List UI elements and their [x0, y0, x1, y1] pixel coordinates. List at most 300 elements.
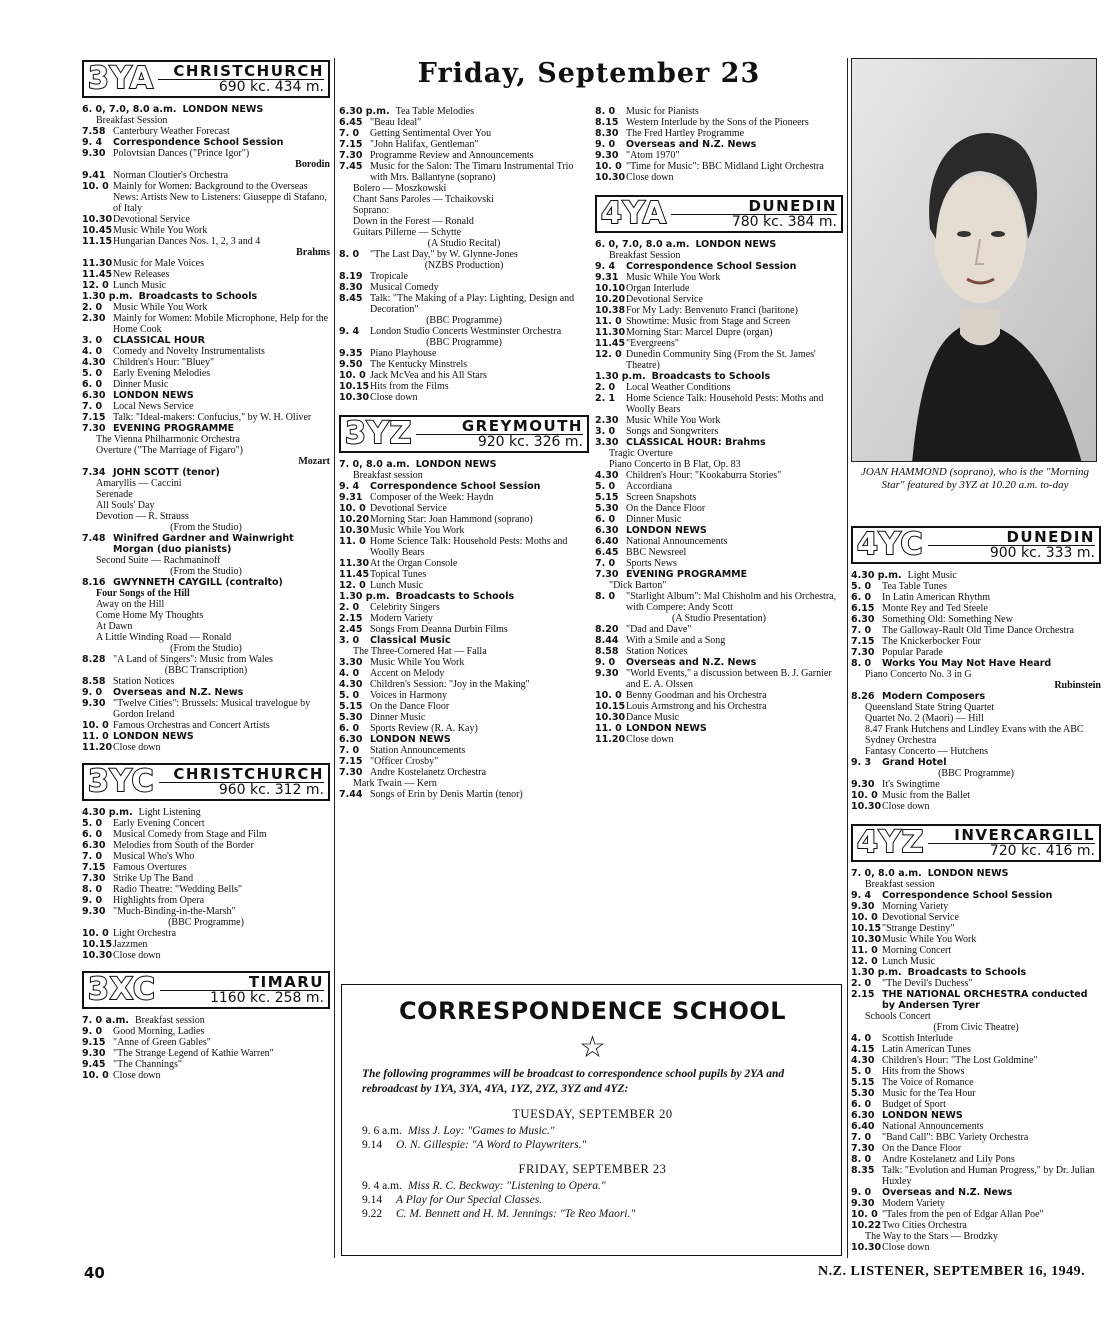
program-title: Broadcasts to Schools	[651, 371, 771, 382]
program-time: 12. 0	[339, 580, 366, 591]
program-time: 9. 0	[851, 1187, 872, 1198]
program-entry	[851, 603, 1101, 614]
program-entry	[82, 291, 330, 302]
program-time: 2. 1	[595, 393, 616, 404]
program-title: "Time for Music": BBC Midland Light Orchestra	[626, 161, 824, 172]
program-entry	[851, 868, 1101, 879]
program-entry	[851, 691, 1101, 702]
program-time: 3. 0	[82, 335, 103, 346]
program-title: Louis Armstrong and his Orchestra	[626, 701, 767, 712]
program-subline: Soprano:	[353, 205, 390, 216]
program-subline: "Dick Barton"	[609, 580, 667, 591]
program-title: In Latin American Rhythm	[882, 592, 991, 603]
publication-footer: N.Z. LISTENER, SEPTEMBER 16, 1949.	[818, 1264, 1086, 1279]
program-entry	[851, 967, 1101, 978]
portrait-photo	[851, 58, 1097, 462]
program-time: 11. 0	[339, 536, 366, 547]
program-time: 9.30	[82, 698, 106, 709]
program-title: Dinner Music	[370, 712, 426, 723]
program-entry	[595, 470, 843, 481]
program-time: 10.30	[339, 392, 370, 403]
schedule-time: 9.14	[362, 1139, 383, 1151]
program-list-3yc-evening	[595, 106, 843, 183]
program-entry	[595, 481, 843, 492]
program-time: 4. 0	[339, 668, 360, 679]
program-entry	[339, 701, 589, 712]
program-time: 11.45	[82, 269, 113, 280]
program-time: 10. 0	[595, 690, 622, 701]
program-title: "A Land of Singers": Music from Wales	[113, 654, 273, 665]
program-entry	[851, 1088, 1101, 1099]
program-subline: Second Suite — Rachmaninoff	[96, 555, 221, 566]
program-title: Early Evening Melodies	[113, 368, 211, 379]
program-title: CLASSICAL HOUR	[113, 335, 205, 346]
program-subline: Come Home My Thoughts	[96, 610, 204, 621]
program-entry	[82, 884, 330, 895]
program-title: Close down	[626, 734, 674, 745]
program-entry	[595, 239, 843, 250]
page-number: 40	[84, 1264, 105, 1282]
program-entry	[82, 840, 330, 851]
program-time: 8.20	[595, 624, 619, 635]
program-time: 7. 0, 8.0 a.m.	[851, 868, 922, 879]
program-subline: Breakfast session	[865, 879, 935, 890]
program-time: 6. 0	[595, 514, 616, 525]
station-frequency: 690 kc. 434 m.	[158, 79, 324, 95]
photo-caption: JOAN HAMMOND (soprano), who is the "Morning Star" featured by 3YZ at 10.20 a.m. to-day	[861, 466, 1089, 491]
station-call-sign: 3YC	[88, 764, 155, 799]
program-title: Dunedin Community Sing (From the St. James' Theatre)	[626, 349, 816, 371]
program-title: Tropicale	[370, 271, 408, 282]
column-rule	[847, 58, 848, 1258]
schedule-time: 9. 4 a.m.	[362, 1180, 402, 1192]
program-list-3ya	[82, 104, 330, 753]
program-subline: Down in the Forest — Ronald	[353, 216, 474, 227]
program-time: 4.30 p.m.	[851, 570, 902, 581]
program-time: 8. 0	[851, 1154, 872, 1165]
schedule-title: Miss R. C. Beckway: "Listening to Opera."	[407, 1180, 606, 1192]
program-time: 7. 0 a.m.	[82, 1015, 129, 1026]
program-entry	[339, 668, 589, 679]
program-time: 8.58	[82, 676, 106, 687]
program-title: Something Old: Something New	[882, 614, 1013, 625]
program-entry	[82, 181, 330, 214]
program-time: 10.38	[595, 305, 626, 316]
program-title: LONDON NEWS	[182, 104, 264, 115]
station-call-sign: 4YZ	[857, 825, 925, 860]
program-entry	[82, 851, 330, 862]
program-entry	[339, 679, 589, 690]
program-entry	[82, 533, 330, 555]
program-entry	[595, 624, 843, 635]
program-entry	[595, 349, 843, 371]
program-entry	[82, 895, 330, 906]
program-entry	[82, 137, 330, 148]
program-title: Highlights from Opera	[113, 895, 205, 906]
program-time: 10. 0	[82, 181, 109, 192]
program-entry	[339, 359, 589, 370]
program-time: 9. 4	[595, 261, 616, 272]
program-time: 3.30	[595, 437, 619, 448]
program-entry	[851, 945, 1101, 956]
program-time: 6.15	[851, 603, 875, 614]
station-frequency: 720 kc. 416 m.	[928, 843, 1095, 859]
program-time: 11.30	[82, 258, 113, 269]
program-time: 10. 0	[82, 720, 109, 731]
program-time: 4.30 p.m.	[82, 807, 133, 818]
schedule-item	[362, 1207, 823, 1221]
program-time: 5. 0	[339, 690, 360, 701]
program-title: Overseas and N.Z. News	[113, 687, 244, 698]
program-time: 9. 0	[82, 1026, 103, 1037]
program-entry	[851, 1242, 1101, 1253]
program-entry	[595, 712, 843, 723]
program-title: Dance Music	[626, 712, 680, 723]
program-subline: Borodin	[295, 159, 330, 170]
station-frequency: 1160 kc. 258 m.	[160, 990, 324, 1006]
program-title: Scottish Interlude	[882, 1033, 953, 1044]
program-time: 12. 0	[595, 349, 622, 360]
program-time: 8.30	[339, 282, 363, 293]
program-title: Musical Who's Who	[113, 851, 195, 862]
program-time: 3. 0	[595, 426, 616, 437]
program-title: It's Swingtime	[882, 779, 940, 790]
program-time: 8.28	[82, 654, 106, 665]
program-title: "Band Call": BBC Variety Orchestra	[882, 1132, 1029, 1143]
program-time: 6.40	[851, 1121, 875, 1132]
program-time: 3. 0	[339, 635, 360, 646]
program-entry	[339, 591, 589, 602]
program-entry	[339, 139, 589, 150]
program-entry	[851, 956, 1101, 967]
program-title: Music While You Work	[626, 415, 721, 426]
program-time: 2.30	[82, 313, 106, 324]
program-title: Music for the Salon: The Timaru Instrumental Trio with Mrs. Ballantyne (soprano)	[370, 161, 574, 183]
column-3	[595, 106, 843, 745]
schedule-title: A Play for Our Special Classes.	[396, 1194, 543, 1206]
program-title: "Tales from the pen of Edgar Allan Poe"	[882, 1209, 1044, 1220]
station-call-sign: 4YA	[601, 196, 667, 231]
program-title: "The Channings"	[113, 1059, 182, 1070]
program-entry	[595, 382, 843, 393]
program-time: 8.26	[851, 691, 875, 702]
program-title: Local Weather Conditions	[626, 382, 731, 393]
program-time: 7.30	[851, 1143, 875, 1154]
program-title: Monte Rey and Ted Steele	[882, 603, 988, 614]
program-time: 6.30	[82, 840, 106, 851]
program-title: Close down	[113, 950, 161, 961]
program-time: 5.15	[595, 492, 619, 503]
program-subline: (BBC Programme)	[938, 768, 1014, 779]
program-time: 2.15	[339, 613, 363, 624]
program-entry	[851, 1132, 1101, 1143]
program-entry	[595, 305, 843, 316]
program-time: 7. 0, 8.0 a.m.	[339, 459, 410, 470]
program-time: 10.10	[595, 283, 626, 294]
program-title: Western Interlude by the Sons of the Pioneers	[626, 117, 809, 128]
star-icon: ☆	[579, 1031, 606, 1064]
program-subline: (A Studio Recital)	[427, 238, 501, 249]
program-time: 9.45	[82, 1059, 106, 1070]
program-time: 9. 4	[339, 481, 360, 492]
program-time: 10.20	[339, 514, 370, 525]
program-title: "The Last Day," by W. Glynne-Jones	[370, 249, 518, 260]
station-city: CHRISTCHURCH	[173, 765, 324, 783]
program-title: Mainly for Women: Mobile Microphone, Help for the Home Cook	[113, 313, 329, 335]
program-entry	[82, 170, 330, 181]
program-entry	[595, 316, 843, 327]
program-time: 9.31	[595, 272, 619, 283]
program-title: Jack McVea and his All Stars	[370, 370, 487, 381]
program-time: 8. 0	[851, 658, 872, 669]
program-entry	[851, 1055, 1101, 1066]
program-title: Close down	[882, 1242, 930, 1253]
program-entry	[595, 635, 843, 646]
program-title: Close down	[370, 392, 418, 403]
program-entry	[339, 624, 589, 635]
program-title: Hits from the Shows	[882, 1066, 965, 1077]
program-time: 10.20	[595, 294, 626, 305]
program-title: Sports News	[626, 558, 677, 569]
program-entry	[595, 272, 843, 283]
program-title: Latin American Tunes	[882, 1044, 971, 1055]
program-entry	[851, 570, 1101, 581]
program-subline: Serenade	[96, 489, 133, 500]
program-time: 7.30	[595, 569, 619, 580]
portrait-illustration	[852, 59, 1097, 462]
program-entry	[339, 712, 589, 723]
program-entry	[851, 1154, 1101, 1165]
program-subline: Breakfast Session	[609, 250, 681, 261]
correspondence-school-box	[341, 984, 842, 1256]
program-time: 6.45	[339, 117, 363, 128]
program-title: Songs From Deanna Durbin Films	[370, 624, 508, 635]
program-title: Classical Music	[370, 635, 451, 646]
program-subline: (From the Studio)	[170, 566, 242, 577]
program-entry	[851, 581, 1101, 592]
program-title: Talk: "Evolution and Human Progress," by Dr. Julian Huxley	[882, 1165, 1095, 1187]
program-title: Topical Tunes	[370, 569, 427, 580]
station-call-sign: 3YZ	[345, 416, 413, 451]
program-subline: (From Civic Theatre)	[933, 1022, 1019, 1033]
program-entry	[851, 1066, 1101, 1077]
program-subline: Chant Sans Paroles — Tchaikovski	[353, 194, 494, 205]
program-entry	[595, 558, 843, 569]
schedule-day-heading: TUESDAY, SEPTEMBER 20	[512, 1107, 673, 1121]
program-time: 4.30	[82, 357, 106, 368]
program-title: "Twelve Cities": Brussels: Musical travelogue by Gordon Ireland	[113, 698, 311, 720]
program-title: Grand Hotel	[882, 757, 947, 768]
program-entry	[595, 569, 843, 580]
program-time: 9.30	[595, 150, 619, 161]
program-time: 6.30	[339, 734, 363, 745]
program-time: 5.15	[851, 1077, 875, 1088]
program-title: The Voice of Romance	[882, 1077, 974, 1088]
program-time: 10.15	[339, 381, 370, 392]
program-title: "Beau Ideal"	[370, 117, 422, 128]
program-subline: Brahms	[296, 247, 330, 258]
program-title: Andre Kostelanetz Orchestra	[370, 767, 487, 778]
program-time: 10. 0	[851, 912, 878, 923]
schedule-day-list	[362, 1179, 823, 1221]
program-time: 9. 0	[82, 687, 103, 698]
program-entry	[339, 117, 589, 128]
program-time: 2. 0	[339, 602, 360, 613]
schedule-day-list	[362, 1124, 823, 1152]
program-entry	[339, 459, 589, 470]
program-title: Morning Star: Joan Hammond (soprano)	[370, 514, 533, 525]
station-call-sign: 3YA	[88, 61, 154, 96]
program-entry	[595, 371, 843, 382]
program-list-3xc	[82, 1015, 330, 1081]
program-entry	[82, 335, 330, 346]
program-title: Station Notices	[626, 646, 688, 657]
program-list-3ya-continued	[339, 106, 589, 403]
program-entry	[82, 862, 330, 873]
program-time: 6. 0	[82, 379, 103, 390]
program-entry	[851, 790, 1101, 801]
program-title: Light Music	[907, 570, 957, 581]
program-subline: (NZBS Production)	[424, 260, 504, 271]
program-subline: Guitars Pillerne — Schytte	[353, 227, 462, 238]
station-city: GREYMOUTH	[461, 417, 583, 435]
program-entry	[595, 161, 843, 172]
program-title: Correspondence School Session	[882, 890, 1053, 901]
program-title: Musical Comedy from Stage and Film	[113, 829, 267, 840]
program-time: 1.30 p.m.	[82, 291, 133, 302]
program-entry	[82, 720, 330, 731]
program-entry	[595, 536, 843, 547]
correspondence-school-intro: The following programmes will be broadcast to correspondence school pupils by 2YA and rebroadcast by 1YA, 3YA, 4YA, 1YZ, 2YZ, 3YZ and 4YZ:	[362, 1068, 785, 1095]
program-title: Correspondence School Session	[370, 481, 541, 492]
program-subline: At Dawn	[96, 621, 133, 632]
program-time: 10.30	[595, 712, 626, 723]
program-entry	[82, 742, 330, 753]
program-time: 12. 0	[851, 956, 878, 967]
program-title: Overseas and N.Z. News	[626, 657, 757, 668]
program-entry	[339, 657, 589, 668]
program-title: "The Strange Legend of Kathie Warren"	[113, 1048, 274, 1059]
program-time: 6.45	[595, 547, 619, 558]
program-entry	[595, 261, 843, 272]
program-title: Children's Hour: "The Lost Goldmine"	[882, 1055, 1038, 1066]
program-entry	[851, 1209, 1101, 1220]
program-time: 6. 0	[82, 829, 103, 840]
program-time: 7.58	[82, 126, 106, 137]
program-time: 2.15	[851, 989, 875, 1000]
program-time: 11.15	[82, 236, 113, 247]
program-time: 7.15	[851, 636, 875, 647]
program-time: 9.30	[82, 1048, 106, 1059]
program-subline: Schools Concert	[865, 1011, 931, 1022]
program-title: JOHN SCOTT (tenor)	[113, 467, 220, 478]
program-title: Music for Pianists	[626, 106, 699, 117]
program-title: LONDON NEWS	[626, 723, 707, 734]
program-title: "Evergreens"	[626, 338, 679, 349]
program-subline: Fantasy Concerto — Hutchens	[865, 746, 989, 757]
program-entry	[595, 734, 843, 745]
program-entry	[595, 172, 843, 183]
program-entry	[82, 807, 330, 818]
program-entry	[851, 1077, 1101, 1088]
program-time: 10. 0	[82, 1070, 109, 1081]
program-subline: Amaryllis — Caccini	[96, 478, 182, 489]
program-title: Talk: "Ideal-makers: Confucius," by W. H. Oliver	[113, 412, 312, 423]
program-entry	[82, 379, 330, 390]
program-title: On the Dance Floor	[882, 1143, 962, 1154]
station-city: DUNEDIN	[748, 197, 837, 215]
program-entry	[595, 338, 843, 349]
program-entry	[339, 492, 589, 503]
station-city: INVERCARGILL	[954, 826, 1095, 844]
program-time: 7.48	[82, 533, 106, 544]
station-call-sign: 3XC	[88, 972, 156, 1007]
program-time: 7.30	[851, 647, 875, 658]
program-subline: (BBC Transcription)	[164, 665, 248, 676]
program-time: 7. 0	[82, 851, 103, 862]
schedule-title: C. M. Bennett and H. M. Jennings: "Te Reo Maori."	[396, 1208, 636, 1220]
station-frequency: 920 kc. 326 m.	[416, 434, 583, 450]
program-title: Correspondence School Session	[113, 137, 284, 148]
program-time: 5. 0	[82, 368, 103, 379]
program-entry	[595, 701, 843, 712]
program-entry	[339, 580, 589, 591]
program-entry	[82, 1015, 330, 1026]
program-title: New Releases	[113, 269, 170, 280]
station-header-3yz	[339, 415, 589, 453]
program-list-4yz	[851, 868, 1101, 1253]
program-title: Hungarian Dances Nos. 1, 2, 3 and 4	[113, 236, 261, 247]
program-entry	[339, 106, 589, 117]
program-entry	[851, 658, 1101, 669]
program-entry	[595, 690, 843, 701]
program-entry	[851, 801, 1101, 812]
program-title: Sports Review (R. A. Kay)	[370, 723, 478, 734]
program-title: Composer of the Week: Haydn	[370, 492, 494, 503]
program-time: 6. 0, 7.0, 8.0 a.m.	[595, 239, 690, 250]
program-title: Two Cities Orchestra	[882, 1220, 967, 1231]
program-time: 11.45	[595, 338, 626, 349]
program-entry	[82, 676, 330, 687]
program-entry	[595, 646, 843, 657]
program-title: "Starlight Album": Mal Chisholm and his Orchestra, with Compere: Andy Scott	[626, 591, 837, 613]
program-time: 11.20	[595, 734, 626, 745]
program-title: Local News Service	[113, 401, 194, 412]
program-title: Getting Sentimental Over You	[370, 128, 492, 139]
program-entry	[851, 890, 1101, 901]
program-time: 7.44	[339, 789, 363, 800]
program-time: 9.31	[339, 492, 363, 503]
program-time: 10. 0	[851, 1209, 878, 1220]
program-time: 5. 0	[82, 818, 103, 829]
program-title: Jazzmen	[113, 939, 148, 950]
program-time: 2.30	[595, 415, 619, 426]
program-time: 6. 0	[851, 1099, 872, 1110]
program-title: Lunch Music	[113, 280, 167, 291]
page-title: Friday, September 23	[417, 58, 761, 89]
program-entry	[82, 423, 330, 434]
program-entry	[339, 745, 589, 756]
program-title: Canterbury Weather Forecast	[113, 126, 230, 137]
program-entry	[339, 536, 589, 558]
program-time: 4.30	[339, 679, 363, 690]
program-entry	[82, 258, 330, 269]
program-entry	[339, 150, 589, 161]
program-entry	[851, 978, 1101, 989]
program-title: Melodies from South of the Border	[113, 840, 254, 851]
program-list-4yc	[851, 570, 1101, 812]
program-entry	[82, 148, 330, 159]
